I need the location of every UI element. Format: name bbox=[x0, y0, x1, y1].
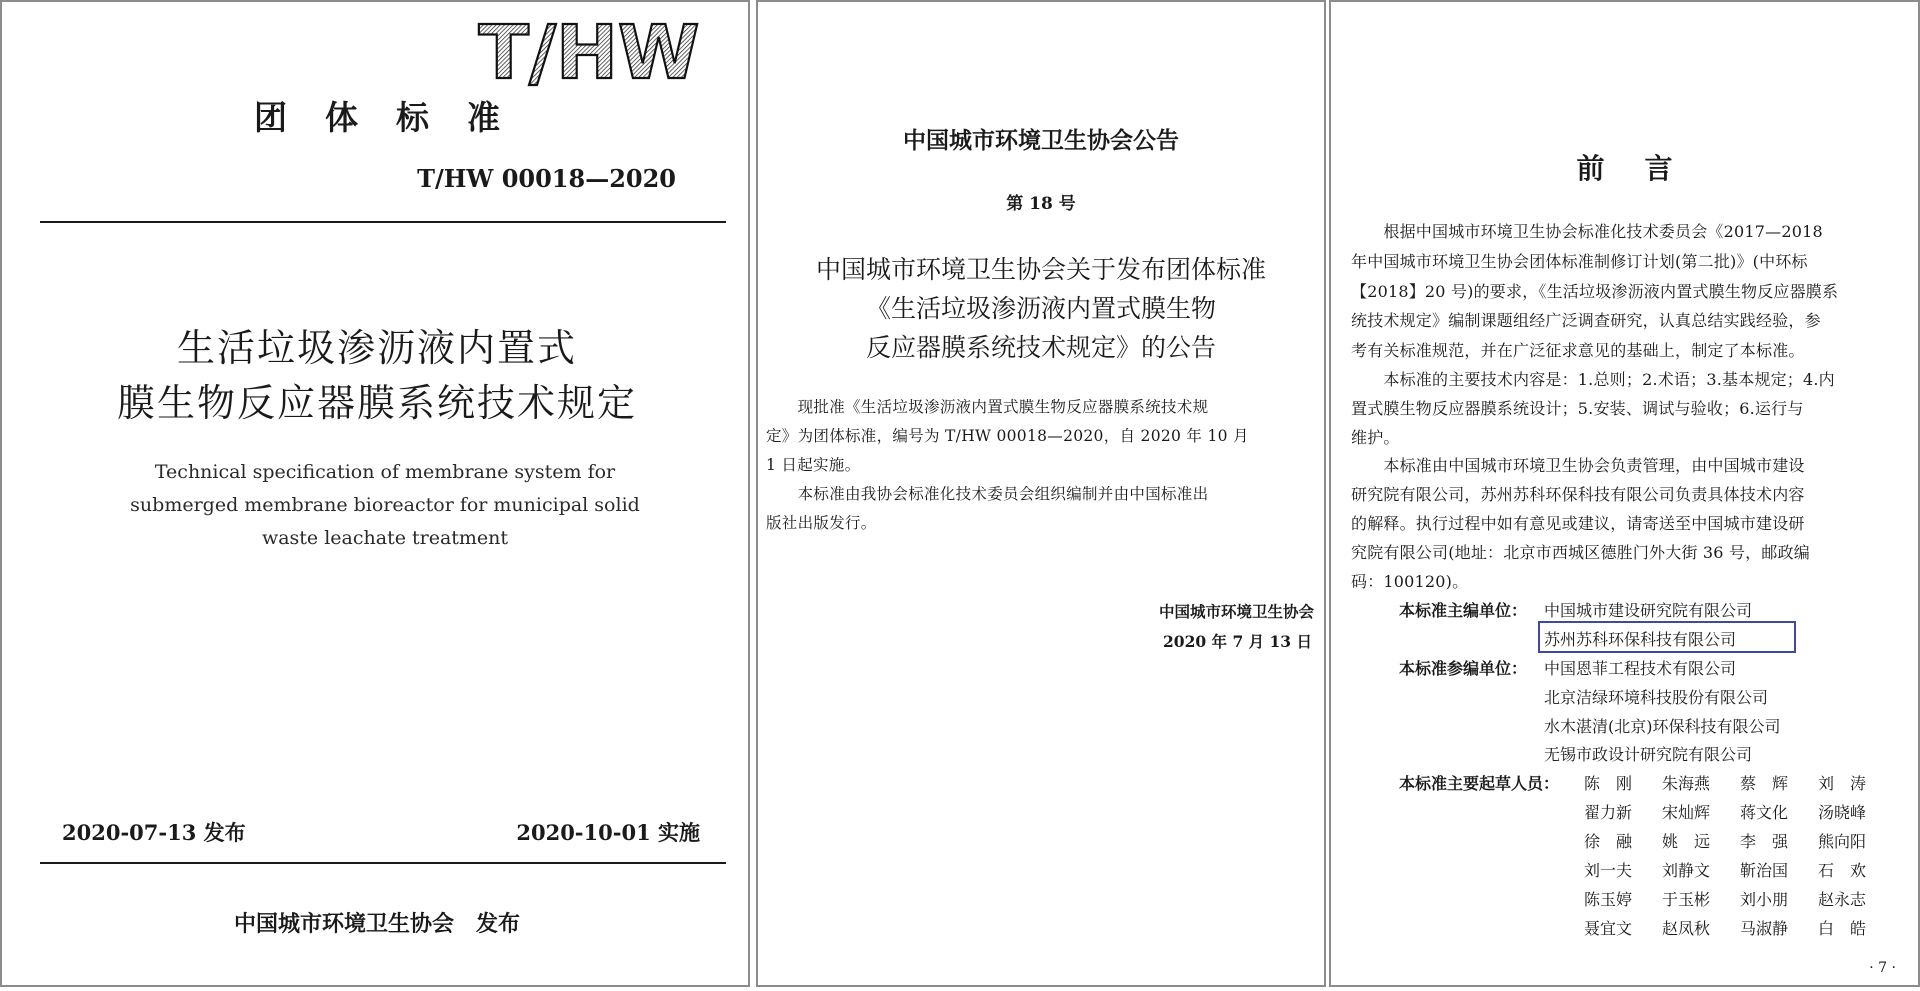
preface-line: 【2018】20 号)的要求，《生活垃圾渗沥液内置式膜生物反应器膜系 bbox=[1351, 282, 1839, 301]
drafter-name: 赵永志 bbox=[1818, 890, 1867, 909]
participant-unit-item: 水木湛清(北京)环保科技有限公司 bbox=[1544, 717, 1781, 736]
drafter-name: 陈玉婷 bbox=[1584, 890, 1633, 909]
announcement-number: 第 18 号 bbox=[1006, 194, 1076, 214]
drafter-name: 蔡 辉 bbox=[1740, 774, 1789, 793]
drafters-label: 本标准主要起草人员： bbox=[1399, 774, 1560, 793]
cover-page bbox=[0, 0, 750, 987]
drafter-name: 刘静文 bbox=[1662, 861, 1711, 880]
english-title-line3: waste leachate treatment bbox=[261, 527, 509, 549]
drafter-name: 刘 涛 bbox=[1818, 774, 1867, 793]
preface-line: 码：100120)。 bbox=[1351, 572, 1469, 591]
drafter-name: 于玉彬 bbox=[1662, 890, 1711, 909]
bottom-divider bbox=[40, 862, 726, 864]
drafter-name: 蒋文化 bbox=[1740, 803, 1789, 822]
participant-units-label: 本标准参编单位： bbox=[1399, 659, 1528, 678]
chief-units-label: 本标准主编单位： bbox=[1399, 601, 1528, 620]
effective-date: 2020-10-01 实施 bbox=[516, 820, 700, 845]
preface-line: 本标准的主要技术内容是：1.总则；2.术语；3.基本规定；4.内 bbox=[1351, 370, 1835, 389]
announcement-body-line: 现批准《生活垃圾渗沥液内置式膜生物反应器膜系统技术规 bbox=[766, 398, 1209, 416]
preface-line: 研究院有限公司，苏州苏科环保科技有限公司负责具体技术内容 bbox=[1351, 485, 1805, 504]
drafter-name: 马淑静 bbox=[1740, 919, 1789, 938]
announcement-heading-line1: 中国城市环境卫生协会关于发布团体标准 bbox=[815, 255, 1266, 284]
announcement-body-line: 1 日起实施。 bbox=[766, 456, 861, 474]
drafter-name: 聂宜文 bbox=[1584, 919, 1633, 938]
standard-code: T/HW 00018—2020 bbox=[417, 164, 676, 193]
chief-unit-item: 中国城市建设研究院有限公司 bbox=[1544, 601, 1753, 620]
thw-logo-text: T/HW bbox=[478, 10, 700, 96]
release-date: 2020-07-13 发布 bbox=[62, 820, 246, 845]
drafter-name: 赵凤秋 bbox=[1662, 919, 1711, 938]
chief-unit-item: 苏州苏科环保科技有限公司 bbox=[1544, 630, 1737, 649]
participant-unit-item: 无锡市政设计研究院有限公司 bbox=[1544, 745, 1753, 764]
signature-date: 2020 年 7 月 13 日 bbox=[1163, 632, 1312, 651]
preface-line: 的解释。执行过程中如有意见或建议，请寄送至中国城市建设研 bbox=[1351, 514, 1805, 533]
announcement-page bbox=[756, 0, 1326, 987]
preface-line: 统技术规定》编制课题组经广泛调查研究，认真总结实践经验，参 bbox=[1351, 311, 1821, 330]
publisher: 中国城市环境卫生协会 发布 bbox=[233, 912, 520, 937]
drafter-name: 翟力新 bbox=[1584, 803, 1633, 822]
drafter-name: 陈 刚 bbox=[1584, 774, 1633, 793]
cover-title-line1: 生活垃圾渗沥液内置式 bbox=[176, 326, 577, 370]
drafter-name: 姚 远 bbox=[1662, 832, 1711, 851]
preface-line: 置式膜生物反应器膜系统设计；5.安装、调试与验收；6.运行与 bbox=[1351, 399, 1804, 418]
preface-line: 考有关标准规范，并在广泛征求意见的基础上，制定了本标准。 bbox=[1351, 341, 1805, 360]
announcement-body-line: 定》为团体标准，编号为 T/HW 00018—2020，自 2020 年 10 月 bbox=[766, 427, 1249, 445]
drafter-name: 李 强 bbox=[1740, 832, 1789, 851]
drafter-name: 石 欢 bbox=[1818, 861, 1867, 880]
preface-line: 年中国城市环境卫生协会团体标准制修订计划(第二批)》(中环标 bbox=[1351, 252, 1808, 271]
preface-title: 前言 bbox=[1576, 152, 1713, 185]
signature-organization: 中国城市环境卫生协会 bbox=[1158, 603, 1314, 621]
drafter-name: 刘一夫 bbox=[1584, 861, 1633, 880]
announcement-body-line: 版社出版发行。 bbox=[766, 514, 877, 532]
participant-unit-item: 北京洁绿环境科技股份有限公司 bbox=[1544, 688, 1769, 707]
drafter-name: 汤晓峰 bbox=[1818, 803, 1867, 822]
drafter-name: 宋灿辉 bbox=[1662, 803, 1711, 822]
announcement-title: 中国城市环境卫生协会公告 bbox=[903, 128, 1179, 154]
drafter-name: 白 皓 bbox=[1818, 919, 1867, 938]
drafter-name: 熊向阳 bbox=[1818, 832, 1867, 851]
preface-line: 根据中国城市环境卫生协会标准化技术委员会《2017—2018 bbox=[1351, 222, 1823, 241]
thw-logo bbox=[478, 10, 700, 96]
drafter-name: 刘小朋 bbox=[1740, 890, 1789, 909]
announcement-heading-line2: 《生活垃圾渗沥液内置式膜生物 bbox=[865, 294, 1216, 323]
participant-unit-item: 中国恩菲工程技术有限公司 bbox=[1544, 659, 1737, 678]
page-number: · 7 · bbox=[1869, 960, 1896, 976]
drafter-name: 徐 融 bbox=[1584, 832, 1633, 851]
drafter-name: 靳治国 bbox=[1740, 861, 1789, 880]
english-title-line1: Technical specification of membrane system for bbox=[154, 461, 616, 483]
standard-type: 团体标准 bbox=[254, 98, 538, 137]
preface-line: 究院有限公司(地址：北京市西城区德胜门外大街 36 号，邮政编 bbox=[1351, 543, 1810, 562]
preface-line: 本标准由中国城市环境卫生协会负责管理，由中国城市建设 bbox=[1351, 456, 1805, 475]
thw-logo-graphic bbox=[478, 10, 700, 96]
announcement-body-line: 本标准由我协会标准化技术委员会组织编制并由中国标准出 bbox=[766, 485, 1209, 503]
preface-page bbox=[1329, 0, 1920, 987]
top-divider bbox=[40, 221, 726, 223]
english-title-line2: submerged membrane bioreactor for municipal solid bbox=[130, 494, 640, 516]
preface-line: 维护。 bbox=[1351, 428, 1400, 447]
cover-title-line2: 膜生物反应器膜系统技术规定 bbox=[116, 381, 637, 425]
announcement-heading-line3: 反应器膜系统技术规定》的公告 bbox=[865, 333, 1216, 362]
drafter-name: 朱海燕 bbox=[1662, 774, 1711, 793]
